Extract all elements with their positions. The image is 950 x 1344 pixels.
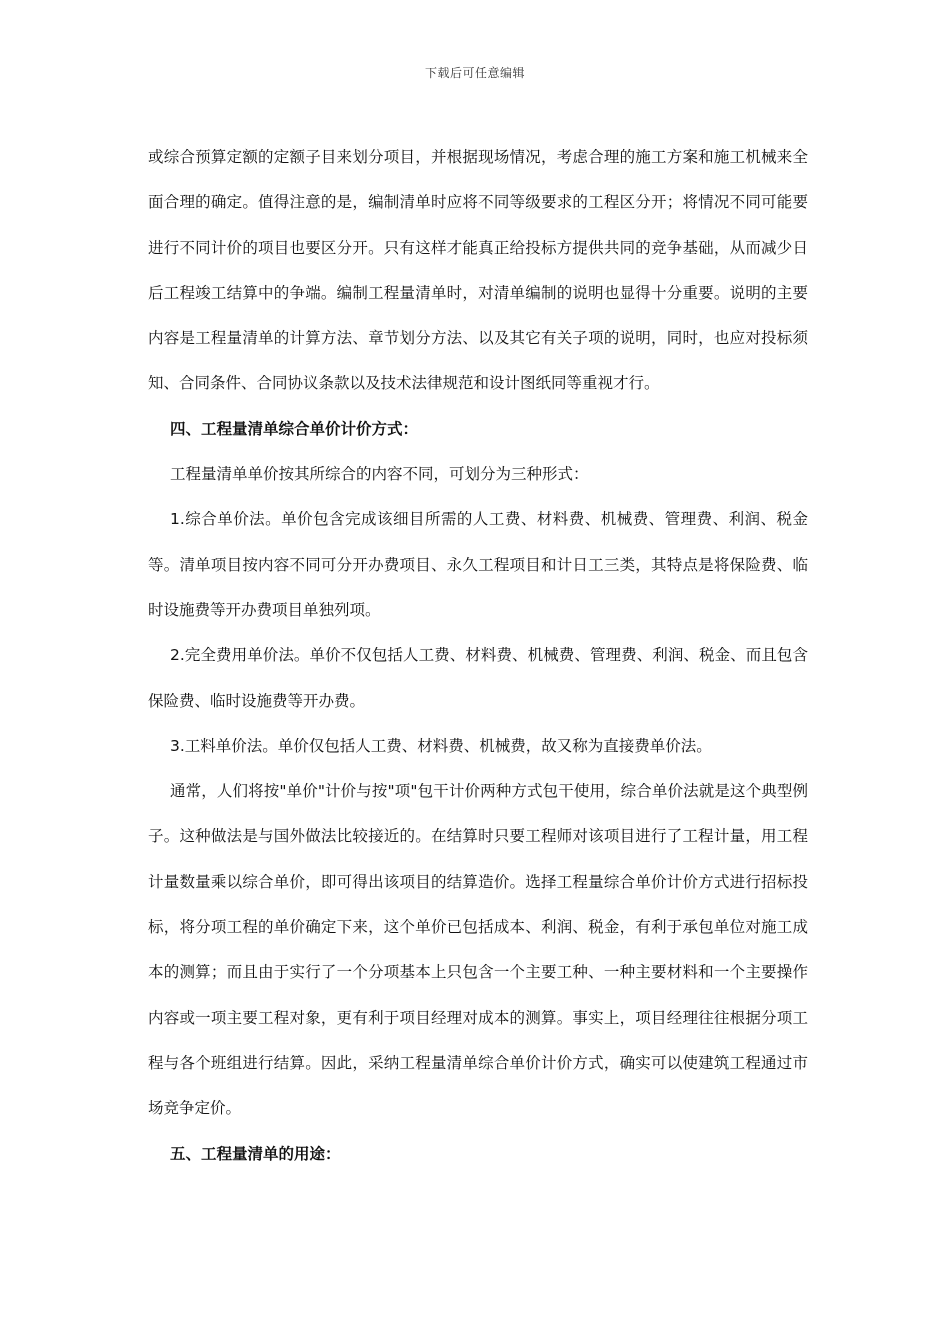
- page-header: 下载后可任意编辑: [424, 66, 525, 80]
- paragraph-continuation: 或综合预算定额的定额子目来划分项目，并根据现场情况，考虑合理的施工方案和施工机械来全面合理的确定。值得注意的是，编制清单时应将不同等级要求的工程区分开；将情况不同可能要进行不同计价的项目也要区分开。只有这样才能真正给投标方提供共同的竞争基础，从而减少日后工程竣工结算中的争端。编制工程量清单时，对清单编制的说明也显得十分重要。说明的主要内容是工程量清单的计算方法、章节划分方法、以及其它有关子项的说明，同时，也应对投标须知、合同条件、合同协议条款以及技术法律规范和设计图纸同等重视才行。: [148, 148, 808, 393]
- paragraph-discussion: 通常，人们将按"单价"计价与按"项"包干计价两种方式包干使用，综合单价法就是这个典型例子。这种做法是与国外做法比较接近的。在结算时只要工程师对该项目进行了工程计量，用工程计量数量乘以综合单价，即可得出该项目的结算造价。选择工程量综合单价计价方式进行招标投标，将分项工程的单价确定下来，这个单价已包括成本、利润、税金，有利于承包单位对施工成本的测算；而且由于实行了一个分项基本上只包含一个主要工种、一种主要材料和一个主要操作内容或一项主要工程对象，更有利于项目经理对成本的测算。事实上，项目经理往往根据分项工程与各个班组进行结算。因此，采纳工程量清单综合单价计价方式，确实可以使建筑工程通过市场竞争定价。: [148, 782, 808, 1118]
- paragraph-item-2: 2.完全费用单价法。单价不仅包括人工费、材料费、机械费、管理费、利润、税金、而且包含保险费、临时设施费等开办费。: [148, 646, 808, 710]
- paragraph-item-3: 3.工料单价法。单价仅包括人工费、材料费、机械费，故又称为直接费单价法。: [170, 736, 712, 755]
- paragraph-intro: 工程量清单单价按其所综合的内容不同，可划分为三种形式：: [170, 465, 589, 484]
- section-heading-4: 四、工程量清单综合单价计价方式：: [170, 419, 419, 438]
- section-heading-5: 五、工程量清单的用途：: [170, 1144, 341, 1163]
- paragraph-item-1: 1.综合单价法。单价包含完成该细目所需的人工费、材料费、机械费、管理费、利润、税金等。清单项目按内容不同可分开办费项目、永久工程项目和计日工三类，其特点是将保险费、临时设施费等开办费项目单独列项。: [148, 510, 808, 619]
- document-body: [148, 135, 808, 1177]
